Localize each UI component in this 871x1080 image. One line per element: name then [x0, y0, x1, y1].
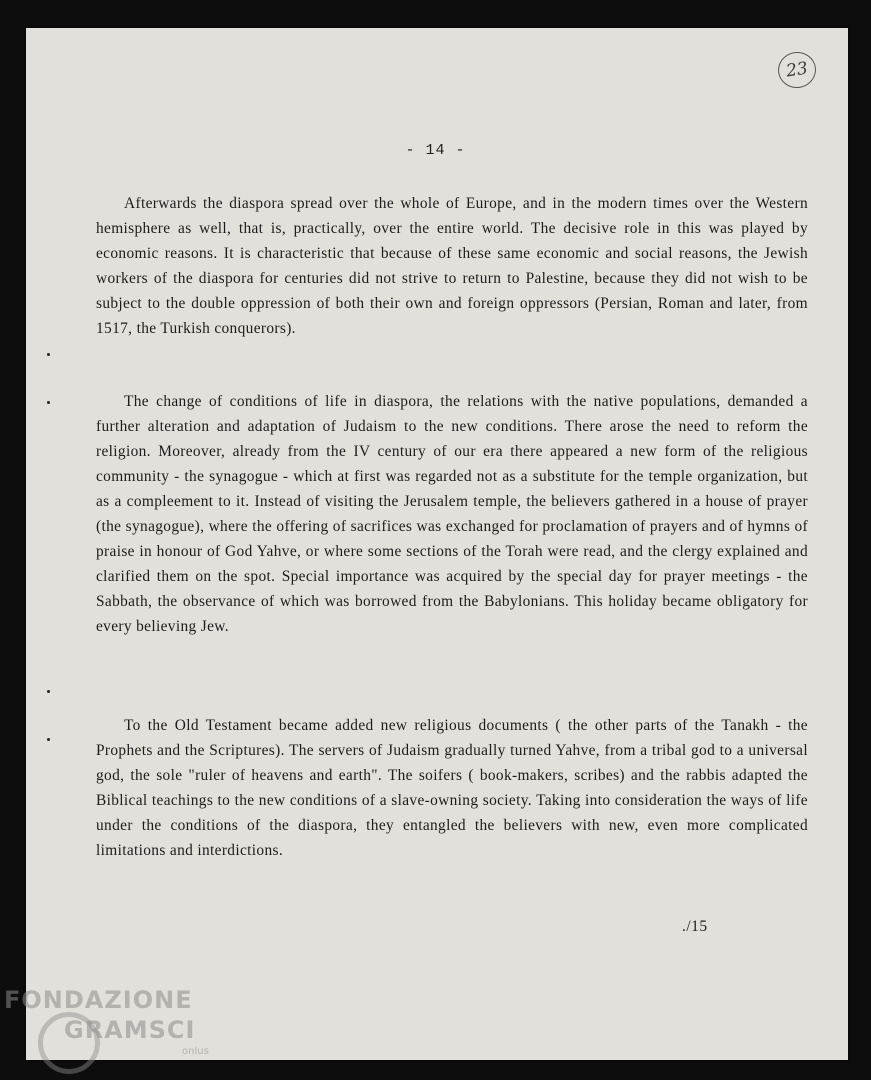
fondazione-gramsci-watermark	[4, 986, 224, 1076]
paragraph-3-text: To the Old Testament became added new religious documents ( the other parts of the Tanakh - the Prophets and the Scriptures). The servers of Judaism gradually turned Yahve, from a tribal god to a universal god, the sole "ruler of heavens and earth". The soifers ( book-makers, scribes) and the rabbis adapted the Biblical teachings to the new conditions of a slave-owning society. Taking into consideration the ways of life under the conditions of the diaspora, they entangled the believers with new, even more complicated limitations and interdictions.	[96, 717, 808, 859]
watermark-line-2: GRAMSCI	[64, 1016, 196, 1044]
punch-hole-mark	[47, 353, 50, 356]
archive-number-text: 23	[784, 58, 810, 82]
punch-hole-mark	[47, 738, 50, 741]
punch-hole-mark	[47, 401, 50, 404]
watermark-line-3: onlus	[182, 1046, 209, 1057]
watermark-line-1: FONDAZIONE	[4, 986, 193, 1014]
continuation-marker: ./15	[682, 918, 708, 935]
paragraph-3	[96, 713, 808, 863]
page-number: - 14 -	[405, 142, 466, 159]
paragraph-1-text: Afterwards the diaspora spread over the whole of Europe, and in the modern times over the Western hemisphere as well, that is, practically, over the entire world. The decisive role in this was played by economic reasons. It is characteristic that because of these same economic and social reasons, the Jewish workers of the diaspora for centuries did not strive to return to Palestine, because they did not wish to be subject to the double oppression of both their own and foreign oppressors (Persian, Roman and later, from 1517, the Turkish conquerors).	[96, 195, 808, 337]
paragraph-2-text: The change of conditions of life in diaspora, the relations with the native populations, demanded a further alteration and adaptation of Judaism to the new conditions. There arose the need to reform the religion. Moreover, already from the IV century of our era there appeared a new form of the religious community - the synagogue - which at first was regarded not as a substitute for the temple organization, but as a compleement to it. Instead of visiting the Jerusalem temple, the believers gathered in a house of prayer (the synagogue), where the offering of sacrifices was exchanged for proclamation of prayers and of hymns of praise in honour of God Yahve, or where some sections of the Torah were read, and the clergy explained and clarified them on the spot. Special importance was acquired by the special day for prayer meetings - the Sabbath, the observance of which was borrowed from the Babylonians. This holiday became obligatory for every believing Jew.	[96, 393, 808, 635]
punch-hole-mark	[47, 690, 50, 693]
paragraph-1	[96, 191, 808, 341]
paragraph-2	[96, 389, 808, 639]
